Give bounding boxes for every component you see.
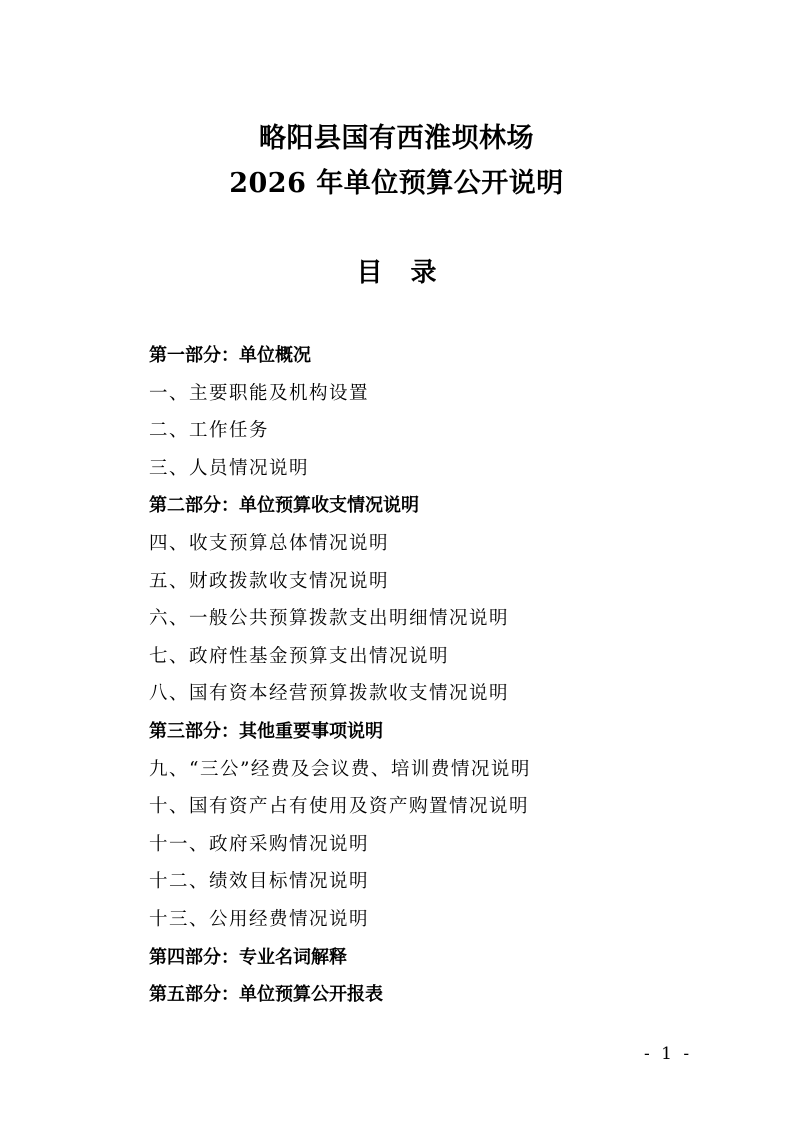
toc-section-entry: 十、国有资产占有使用及资产购置情况说明 [149,796,530,818]
toc-section-entry: 二、工作任务 [149,420,270,442]
toc-section-entry: 七、政府性基金预算支出情况说明 [149,645,450,667]
table-of-contents [149,341,709,1018]
toc-section-entry: 十一、政府采购情况说明 [149,833,370,855]
document-title-line-2: 2026 年单位预算公开说明 [229,168,564,199]
toc-section-entry: 三、人员情况说明 [149,457,310,479]
toc-part-heading: 第二部分：单位预算收支情况说明 [149,495,419,517]
toc-part-heading: 第五部分：单位预算公开报表 [149,984,383,1006]
toc-part-heading: 第四部分：专业名词解释 [149,946,347,968]
toc-section-entry: 五、财政拨款收支情况说明 [149,570,390,592]
toc-section-entry: 九、“三公”经费及会议费、培训费情况说明 [149,758,531,780]
toc-heading: 目录 [356,258,465,288]
toc-part-heading: 第三部分：其他重要事项说明 [149,720,383,742]
document-title-line-1: 略阳县国有西淮坝林场 [259,123,534,154]
page-number: - 1 - [644,1044,693,1064]
toc-section-entry: 四、收支预算总体情况说明 [149,532,390,554]
toc-section-entry: 十二、绩效目标情况说明 [149,871,370,893]
toc-section-entry: 一、主要职能及机构设置 [149,382,370,404]
toc-section-entry: 八、国有资本经营预算拨款收支情况说明 [149,683,510,705]
toc-section-entry: 十三、公用经费情况说明 [149,908,370,930]
toc-section-entry: 六、一般公共预算拨款支出明细情况说明 [149,608,510,630]
toc-part-heading: 第一部分：单位概况 [149,345,311,366]
